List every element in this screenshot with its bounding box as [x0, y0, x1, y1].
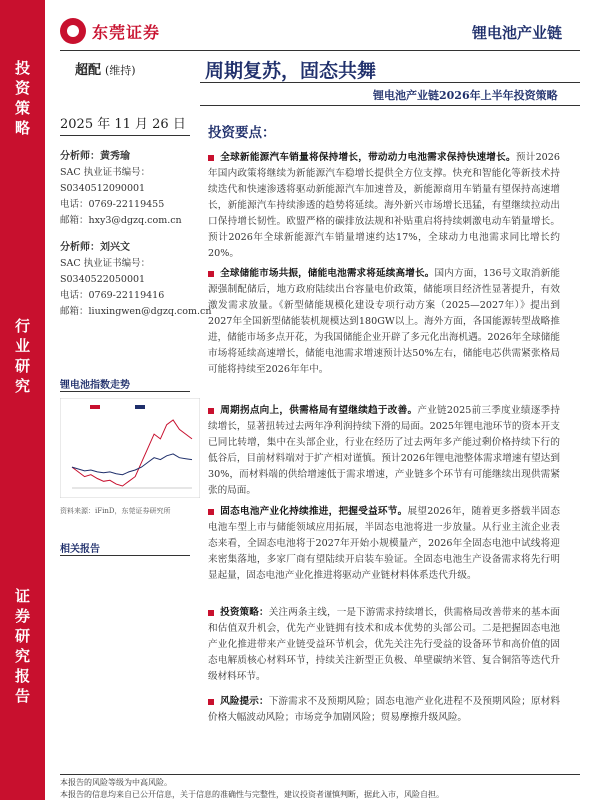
header-divider: [60, 50, 580, 51]
sidebar-label-industry-research: [0, 316, 45, 396]
analyst-cert: S0340512090001: [60, 183, 146, 194]
sidebar-char: 略: [14, 119, 30, 137]
key-point: [208, 694, 560, 726]
report-subtitle: 锂电池产业链2026年上半年投资策略: [373, 89, 558, 102]
sidebar-char: 研: [14, 627, 30, 645]
analyst-phone: 电话：0769-22119455: [60, 199, 165, 210]
chart-title: 锂电池指数走势: [60, 380, 130, 391]
sidebar-char: 策: [14, 99, 30, 117]
analyst-block: [60, 149, 182, 229]
analyst-cert: S0340522050001: [60, 274, 146, 285]
analyst-email[interactable]: 邮箱：liuxingwen@dgzq.com.cn: [60, 306, 212, 317]
logo-text: 东莞证券: [92, 22, 161, 42]
red-square-bullet-icon: [208, 408, 214, 414]
key-point: [208, 605, 560, 685]
analyst-cert-label: SAC 执业证书编号：: [60, 258, 151, 269]
industry-name: 锂电池产业链: [471, 24, 562, 42]
sidebar-char: 资: [14, 79, 30, 97]
point-lead: 全球储能市场共振，储能电池需求将延续高增长。: [220, 268, 435, 279]
logo-icon: [60, 18, 86, 44]
legend-swatch: [135, 405, 145, 409]
left-sidebar: [0, 0, 45, 800]
report-title: 周期复苏，固态共舞: [205, 60, 377, 82]
date-divider: [60, 135, 190, 136]
point-body: 关注两条主线，一是下游需求持续增长，供需格局改善带来的基本面和估值双升机会，优先产业链拥有技术和成本优势的头部公司。二是把握固态电池产业化推进带来产业链受益环节机会，优先关注先行受益的设备环节和高价值的固态电解质核心材料环节，持续关注新型正负极、单壁碳纳米管、复合铜箔等迭代升级材料环节。: [208, 607, 561, 682]
analyst-block: [60, 240, 211, 320]
chart-source: 资料来源：iFinD，东莞证券研究所: [60, 507, 171, 515]
title-divider: [200, 82, 580, 83]
sidebar-char: 究: [14, 377, 30, 395]
related-reports-heading: 相关报告: [60, 544, 100, 555]
sidebar-label-securities-research-report: [0, 586, 45, 706]
sidebar-char: 业: [14, 337, 30, 355]
point-lead: 周期拐点向上，供需格局有望继续趋于改善。: [220, 405, 418, 416]
analyst-name: 分析师：刘兴文: [60, 242, 130, 253]
key-point: [208, 403, 560, 499]
sidebar-label-investment-strategy: [0, 58, 45, 138]
sidebar-char: 投: [14, 59, 30, 77]
analyst-email[interactable]: 邮箱：hxy3@dgzq.com.cn: [60, 215, 182, 226]
analyst-phone: 电话：0769-22119416: [60, 290, 165, 301]
red-square-bullet-icon: [208, 271, 214, 277]
point-body: 下游需求不及预期风险；固态电池产业化进程不及预期风险；原材料价格大幅波动风险；市场竞争加剧风险；贸易摩擦升级风险。: [208, 696, 561, 723]
sidebar-char: 证: [14, 587, 30, 605]
analyst-name: 分析师：黄秀瑜: [60, 151, 130, 162]
point-body: 国内方面，136号文取消新能源强制配储后，地方政府陆续出台容量电价政策，储能项目经济性显著提升，有效激发需求放量。《新型储能规模化建设专项行动方案（2025—2027年）》提出到2027年全国新型储能装机规模达到180GW以上。海外方面，各国能源转型战略推进，储能市场多点开花，为我国储能企业开辟了多元化出海机遇。2026年全球储能市场将延续高速增长，储能电池需求增速预计达50%左右，储能电芯供需紧张格局可能将持续至2026年年中。: [208, 268, 561, 375]
analyst-cert-label: SAC 执业证书编号：: [60, 167, 151, 178]
report-date: 2025 年 11 月 26 日: [60, 117, 186, 132]
point-lead: 固态电池产业化持续推进，把握受益环节。: [220, 506, 408, 517]
red-square-bullet-icon: [208, 610, 214, 616]
point-body: 预计2026年国内政策将继续为新能源汽车稳增长提供全方位支撑。快充和智能化等新技术持续迭代和快速渗透将驱动新能源汽车加速普及，新能源商用车销量有望保持高速增长，新能源汽车持续渗透的趋势将延续。海外新兴市场增长迅猛，有望继续拉动出口保持增长韧性。欧盟严格的碳排放法规和补贴重启将持续刺激电动车销量增长。预计2026年全球新能源汽车销量增速约达17%，全球动力电池需求同比增长约20%。: [208, 152, 560, 259]
sidebar-char: 报: [14, 667, 30, 685]
sidebar-char: 究: [14, 647, 30, 665]
risk-level-note: 本报告的风险等级为中高风险。: [60, 778, 172, 787]
chart-title-divider: [60, 391, 190, 392]
point-lead: 全球新能源汽车销量将保持增长，带动动力电池需求保持快速增长。: [220, 152, 516, 163]
related-divider: [60, 555, 190, 556]
key-points-heading: 投资要点：: [208, 125, 276, 141]
red-square-bullet-icon: [208, 155, 214, 161]
key-point: [208, 150, 560, 262]
sidebar-char: 行: [14, 317, 30, 335]
footer-divider: [60, 774, 580, 775]
chart-frame: [60, 398, 200, 498]
rating-sub: (维持): [105, 64, 136, 77]
red-square-bullet-icon: [208, 509, 214, 515]
rating-label: 超配: [75, 63, 102, 78]
key-point: [208, 266, 560, 378]
company-logo: [60, 18, 160, 44]
point-body: 展望2026年，随着更多搭载半固态电池车型上市与储能领域应用拓展，半固态电池将进一步放量。从行业主流企业表态来看，全固态电池将于2027年开始小规模量产，2026年全固态电池中试线将迎来密集落地，多家厂商有望陆续开启装车验证。全固态电池生产设备需求将先行明显起量，固态电池产业化推进将驱动产业链材料体系迭代升级。: [208, 506, 560, 581]
sidebar-char: 券: [14, 607, 30, 625]
rating: [75, 59, 136, 78]
key-point: [208, 504, 560, 584]
subtitle-divider: [200, 105, 580, 106]
disclaimer-note: 本报告的信息均来自已公开信息，关于信息的准确性与完整性，建议投资者谨慎判断，据此入市，风险自担。: [60, 790, 444, 799]
red-square-bullet-icon: [208, 699, 214, 705]
point-lead: 投资策略：: [220, 607, 269, 618]
legend-swatch: [90, 405, 100, 409]
sidebar-char: 研: [14, 357, 30, 375]
index-line-chart: [60, 398, 200, 498]
point-lead: 风险提示：: [220, 696, 269, 707]
point-body: 产业链2025前三季度业绩逐季持续增长，显著扭转过去两年净利润持续下滑的局面。2025年锂电池环节的资本开支已同比转增，集中在头部企业，行业在经历了过去两年多产能过剩价格持续下行的低谷后，目前材料端对于扩产相对谨慎。预计2026年锂电池整体需求增速有望达到30%，而材料端的供给增速低于需求增速，产业链多个环节有可能继续出现供需紧张的局面。: [208, 405, 561, 496]
sidebar-char: 告: [14, 687, 30, 705]
